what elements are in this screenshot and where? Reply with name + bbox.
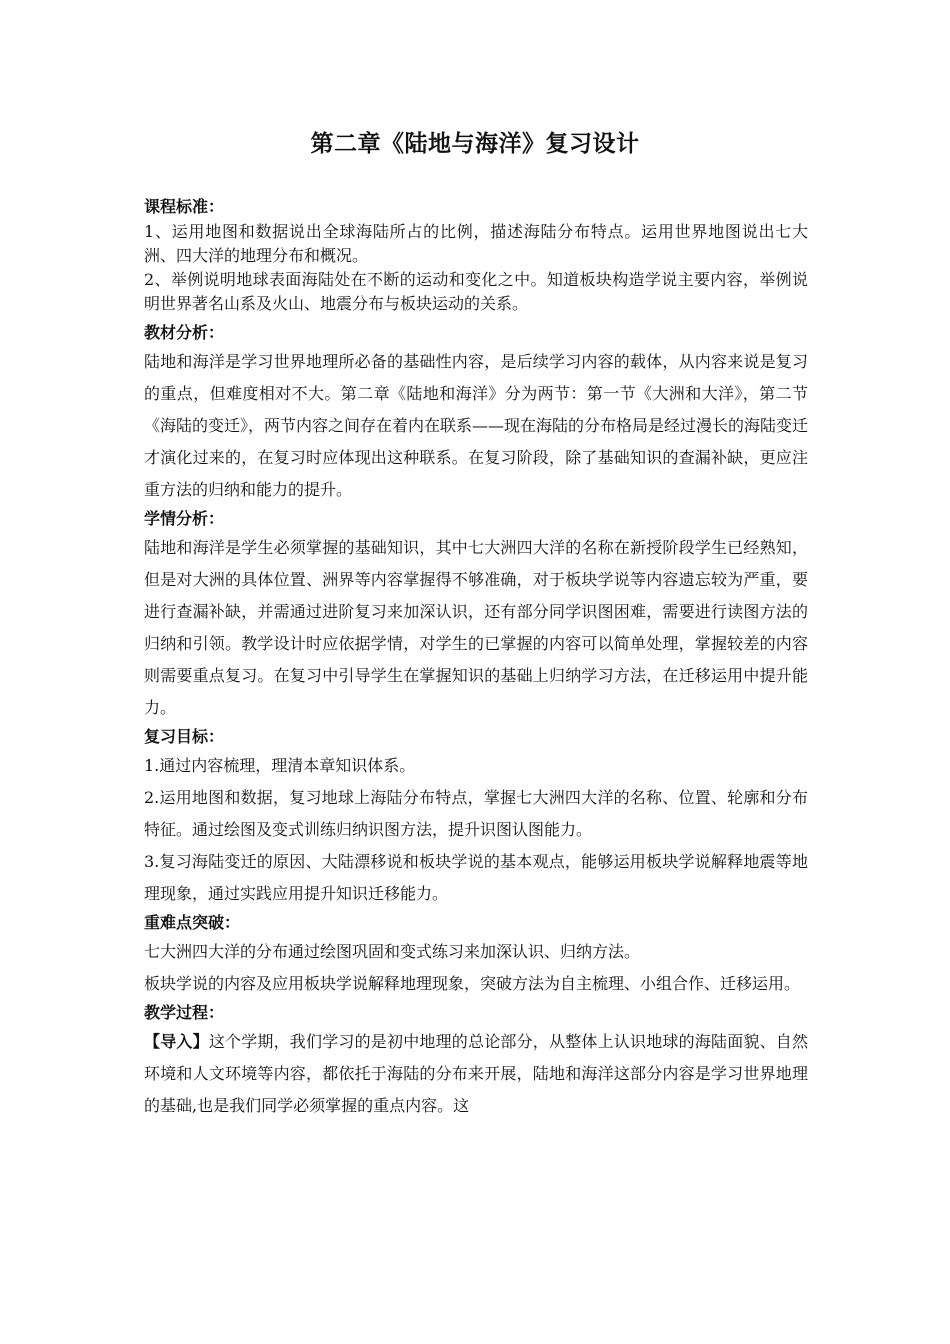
textbook-heading: 教材分析： xyxy=(144,323,225,342)
students-paragraph: 陆地和海洋是学生必须掌握的基础知识，其中七大洲四大洋的名称在新授阶段学生已经熟知，但是对大洲的具体位置、洲界等内容掌握得不够准确，对于板块学说等内容遗忘较为严重，要进行查漏补缺，并需通过进阶复习来加深认识，还有部分同学识图困难，需要进行读图方法的归纳和引领。教学设计时应依据学情，对学生的已掌握的内容可以简单处理，掌握较差的内容则需要重点复习。在复习中引导学生在掌握知识的基础上归纳学习方法，在迁移运用中提升能力。 xyxy=(144,538,808,717)
goals-heading: 复习目标： xyxy=(144,727,225,746)
intro-text: 这个学期，我们学习的是初中地理的总论部分，从整体上认识地球的海陆面貌、自然环境和人文环境等内容，都依托于海陆的分布来开展，陆地和海洋这部分内容是学习世界地理的基础,也是我们同学必须掌握的重点内容。这 xyxy=(144,1032,808,1115)
goals-item: 2.运用地图和数据，复习地球上海陆分布特点，掌握七大洲四大洋的名称、位置、轮廓和分布特征。通过绘图及变式训练归纳识图方法，提升识图认图能力。 xyxy=(144,788,808,839)
goals-item: 3.复习海陆变迁的原因、大陆漂移说和板块学说的基本观点，能够运用板块学说解释地震等地理现象，通过实践应用提升知识迁移能力。 xyxy=(144,852,808,903)
standards-item: 2、举例说明地球表面海陆处在不断的运动和变化之中。知道板块构造学说主要内容，举例说明世界著名山系及火山、地震分布与板块运动的关系。 xyxy=(144,270,808,313)
keypoints-item: 板块学说的内容及应用板块学说解释地理现象，突破方法为自主梳理、小组合作、迁移运用。 xyxy=(144,974,801,993)
process-heading: 教学过程： xyxy=(144,1003,225,1022)
students-heading: 学情分析： xyxy=(144,509,225,528)
process-intro xyxy=(144,1026,808,1122)
keypoints-heading: 重难点突破： xyxy=(144,913,241,932)
keypoints-item: 七大洲四大洋的分布通过绘图巩固和变式练习来加深认识、归纳方法。 xyxy=(144,942,641,961)
intro-label: 【导入】 xyxy=(144,1032,209,1051)
goals-item: 1.通过内容梳理，理清本章知识体系。 xyxy=(144,756,416,775)
textbook-paragraph: 陆地和海洋是学习世界地理所必备的基础性内容，是后续学习内容的载体，从内容来说是复习的重点，但难度相对不大。第二章《陆地和海洋》分为两节：第一节《大洲和大洋》，第二节《海陆的变迁》，两节内容之间存在着内在联系——现在海陆的分布格局是经过漫长的海陆变迁才演化过来的，在复习时应体现出这种联系。在复习阶段，除了基础知识的查漏补缺，更应注重方法的归纳和能力的提升。 xyxy=(144,352,809,499)
page-title: 第二章《陆地与海洋》复习设计 xyxy=(310,131,640,157)
document-body xyxy=(144,194,808,1122)
standards-item: 1、运用地图和数据说出全球海陆所占的比例，描述海陆分布特点。运用世界地图说出七大洲、四大洋的地理分布和概况。 xyxy=(144,222,808,265)
standards-heading: 课程标准： xyxy=(144,197,225,216)
